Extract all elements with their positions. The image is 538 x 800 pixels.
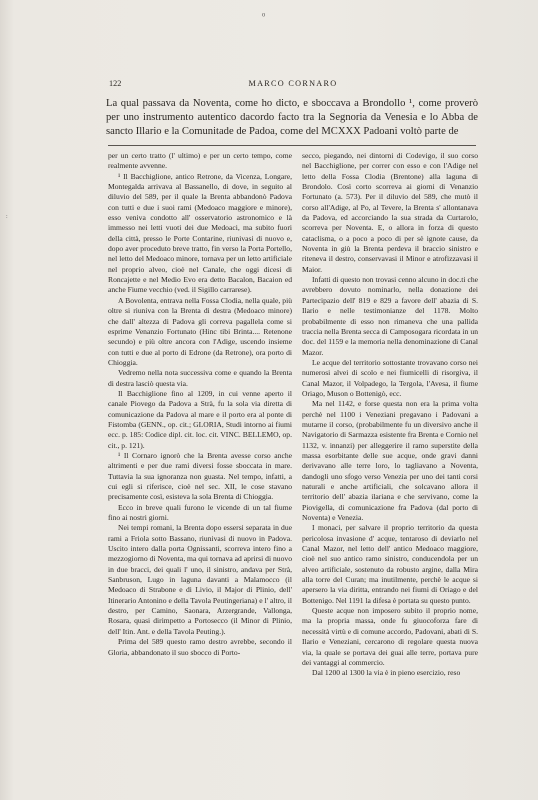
footnote-paragraph: Il Bacchiglione fino al 1209, in cui venne aperto il canale Piovego da Padova a Strà, fu la sola via diretta di comunicazione da Padova al mare e il porto era al ponte di Fistomba (GENN., op. cit.; GLORIA, Studi intorno ai fiumi ecc. p. 185: Codice dipl. cit. loc. cit. VINC. BELLEMO, op. cit., p. 121). [108,388,292,450]
footnote-paragraph: I monaci, per salvare il proprio territorio da questa pericolosa invasione d' acque, tentaroso di deviarlo nel Canal Mazor, nel letto dell' antico Medoaco maggiore, cioè nel suo antico ramo sinistro, conducendola per un alveo artificiale, sostenuto da robusto argine, dalla Mira alla torre del Curan; ma inutilmente, perchè le acque si apersero la via diritta, entrando nei fiumi di Oriago e del Bottenigo. Nel 1191 la difesa è portata su questo punto. [302,523,478,605]
footnote-column-right [302,151,478,679]
page-number: 122 [109,79,122,88]
footnote-paragraph: Prima del 589 questo ramo destro avrebbe, secondo il Gloria, abbandonato il suo sbocco di Porto- [108,637,292,657]
footnote-separator [108,145,476,146]
footnote-paragraph: Queste acque non imposero subito il proprio nome, ma la propria massa, onde fu giuocoforza fare di necessità virtù e di comune accordo, Padovani, abati di S. Ilario e Veneziani, cercarono di regolare questa nuova via, la quale se portava dei guai alle terre, portava pure dei vantaggi al commercio. [302,606,478,667]
footnote-paragraph: secco, piegando, nei dintorni di Codevigo, il suo corso nel Bacchiglione, per correr con esso e con l'Adige nel letto della Fossa Clodia (Brentone) alla laguna di Brondolo. Così corto scorreva ai giorni di Venanzio Fortunato (a. 573). Per il diluvio del 589, che mutò il corso all'Adige, al Po, al Tevere, la Brenta s' allontanava da Padova, ed accorciando la sua strada da Curtarolo, scorreva per Noventa. E, o allora in forza di questo cataclisma, o a poco a poco di per sè ignote cause, da Noventa in giù la Brenta perdeva il braccio sinistro e riteneva il destro, conservavasi il Minor e atrofizzavasi il Maior. [302,151,478,274]
footnote-paragraph: Dal 1200 al 1300 la via è in pieno esercizio, reso [312,668,461,678]
footnote-paragraph: ¹ Il Bacchiglione, antico Retrone, da Vicenza, Longare, Montegalda arrivava al Bassanello, di dove, in seguito al diluvio del 589, per il quale la Brenta abbandonò Padova con tutti e due i suoi rami (Medoaco maggiore e minore), esso veniva condotto all' osservatorio astronomico e là immesso nei letti vuoti dei due Medoaci, ma subito fuori della città, presso le Porte Contarine, riunivasi di nuovo e, dopo aver proceduto breve tratto, fin verso la Porta Portello, nel letto del Medoaco minore, tornava per un letto artificiale nel proprio alveo, cioè nel Canale, che oggi dicesi di Roncajette e nel Medio Evo era detto Bacalon, Bacaion ed anche Fiume vecchio (ved. il Sigillo carrarese). [108,171,292,295]
page-header [109,79,477,91]
footnote-paragraph: Le acque del territorio sottostante trovavano corso nei numerosi alvei di scolo e nei fiumicelli di risorgiva, il Canal Mazor, il Volpadego, la Tergola, l'Avesa, il fiume Oriago, Muson o Bottenigò, ecc. [302,357,478,398]
footnote-column-left [108,151,292,658]
footnote-paragraph: Nei tempi romani, la Brenta dopo essersi separata in due rami a Friola sotto Bassano, riunivasi di nuovo in Padova. Uscito intero dalla porta Ognissanti, scorreva intero fino a mezzogiorno di Noventa, ma qui tornava ad aprirsi di nuovo in due bracci, dei quali l' uno, il sinistro, andava per Strà, Sanbruson, Lugo in laguna davanti a Malamocco (il Medoaco di Strabone e di Livio, il Major di Plinio, dell' Itinerario Antonino e della Tavola Peutingeriana) e l' altro, il destro, per Camino, Saonara, Arzergrande, Vallonga, Rosara, quasi dirimpetto a Portosecco (il Minor di Plinio, dell' Itin. Ant. e della Tavola Peuting.). [108,523,292,636]
footnote-paragraph: Vedremo nella nota successiva come e quando la Brenta di destra lasciò questa via. [108,368,292,388]
footnote-paragraph: Infatti di questo non trovasi cenno alcuno in doc.ti che avrebbero dovuto nominarlo, nella donazione dei Partecipazio dell' 819 e 829 a favore dell' abazia di S. Ilario e nelle testimonianze del 1178. Molto probabilmente di esso non rimaneva che una pallida traccia nella Brenta secca di Camposogara ricordata in un doc. del 1159 e la memoria nella denominazione di Canal Mazor. [302,275,478,357]
top-speck: ⁰ [262,12,266,21]
margin-speck: : [6,214,8,220]
footnote-paragraph: per un certo tratto (l' ultimo) e per un certo tempo, come realmente avvenne. [108,151,292,171]
footnote-paragraph: Ma nel 1142, e forse questa non era la prima volta perchè nel 1100 i Veneziani pregavano i Padovani a mutarne il corso, (probabilmente fu un diversivo anche il Navigatorio di Sarmazza esistente fra Brenta e Cornio nel 1132, v. innanzi) per alleggerire il ramo superstite della massa esorbitante delle sue acque, onde gravi danni derivavano alle terre loro, lo tagliavano a Noventa, dandogli uno sfogo verso Venezia per uno dei tanti corsi naturali e anche artificiali, che solcavano allora il territorio dell' abazia ilariana e che servivano, come la Piovigella, di comunicazione fra Padova (dal porto di Noventa) e Venezia. [302,399,478,523]
running-head: MARCO CORNARO [248,79,338,88]
footnote-paragraph: Ecco in breve quali furono le vicende di un tal fiume fino ai nostri giorni. [108,502,292,523]
footnote-paragraph: ¹ Il Cornaro ignorò che la Brenta avesse corso anche altrimenti e per due rami diversi fosse sboccata in mare. Tuttavia la sua ignoranza non guasta. Nel tempo, infatti, a cui egli si riferisce, cioè nel sec. XII, le cose stavano precisamente così, esisteva la sola Brenta di Chioggia. [108,450,292,502]
footnote-paragraph: A Bovolenta, entrava nella Fossa Clodia, nella quale, più oltre si riuniva con la Brenta di destra (Medoaco minore) che dall' altezza di Padova gli correva pagallela come si esprime Venanzio Fortunato (Hinc tibi Brinta.... Retenone secundo) e più oltre ancora con l'Adige, uscendo insieme con tutti e due al porto di Edrone (da Retrone), ora porto di Chioggia. [108,295,292,367]
main-text: La qual passava da Noventa, come ho dicto, e sboccava a Brondollo ¹, come proverò per uno instrumento autentico dacordo facto tra la Segnoria da Venesia e lo Abba de sancto Illario e la Comunitade de Padoa, come del MCXXX Padoani voltò parte de [106,98,478,138]
